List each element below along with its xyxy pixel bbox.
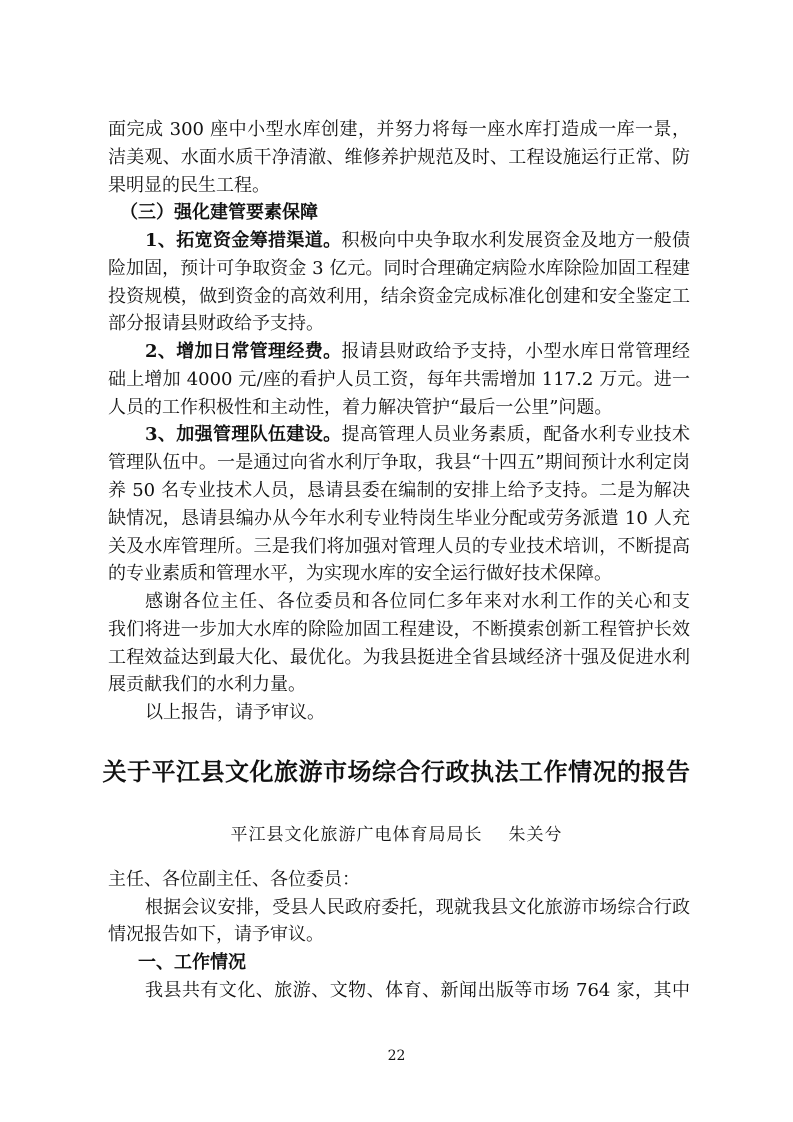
salutation: 主任、各位副主任、各位委员： — [108, 869, 360, 890]
paragraph-line: 感谢各位主任、各位委员和各位同仁多年来对水利工作的关心和支 — [145, 591, 690, 612]
paragraph-line: 洁美观、水面水质干净清澈、维修养护规范及时、工程设施运行正常、防 — [108, 147, 690, 168]
paragraph-line: 养 50 名专业技术人员，恳请县委在编制的安排上给予支持。二是为解决 — [108, 480, 690, 501]
paragraph-line: 根据会议安排，受县人民政府委托，现就我县文化旅游市场综合行政 — [145, 897, 690, 918]
paragraph-line: 果明显的民生工程。 — [108, 175, 270, 196]
paragraph-line: 础上增加 4000 元/座的看护人员工资，每年共需增加 117.2 万元。进一 — [108, 369, 690, 390]
item-text: 积极向中央争取水利发展资金及地方一般债 — [341, 230, 690, 251]
paragraph-line: 关及水库管理所。三是我们将加强对管理人员的专业技术培训，不断提高 — [108, 536, 690, 557]
paragraph-line: 险加固，预计可争取资金 3 亿元。同时合理确定病险水库除险加固工程建 — [108, 258, 690, 279]
item-lead: 1、拓宽资金筹措渠道。 — [145, 230, 342, 251]
page-number: 22 — [387, 1048, 406, 1064]
paragraph-line — [145, 338, 690, 366]
paragraph-line: 管理队伍中。一是通过向省水利厅争取，我县“十四五”期间预计水利定岗 — [108, 452, 690, 473]
item-text: 报请县财政给予支持，小型水库日常管理经 — [341, 341, 690, 362]
section-heading: 一、工作情况 — [138, 952, 246, 973]
paragraph-line: 缺情况，恳请县编办从今年水利专业特岗生毕业分配或劳务派遣 10 人充 — [108, 508, 690, 529]
author-name: 朱关兮 — [508, 825, 563, 845]
author-line — [0, 820, 793, 845]
paragraph-line: 部分报请县财政给予支持。 — [108, 313, 324, 334]
paragraph-line: 的专业素质和管理水平，为实现水库的安全运行做好技术保障。 — [108, 563, 612, 584]
paragraph-line: 情况报告如下，请予审议。 — [108, 924, 324, 945]
section-heading: （三）强化建管要素保障 — [120, 202, 318, 223]
item-lead: 3、加强管理队伍建设。 — [145, 424, 342, 445]
item-text: 提高管理人员业务素质，配备水利专业技术 — [341, 424, 690, 445]
paragraph-line: 投资规模，做到资金的高效利用，结余资金完成标准化创建和安全鉴定工 — [108, 286, 690, 307]
paragraph-line — [145, 227, 690, 255]
paragraph-line: 我们将进一步加大水库的除险加固工程建设，不断摸索创新工程管护长效 — [108, 619, 690, 640]
paragraph-line: 展贡献我们的水利力量。 — [108, 674, 306, 695]
paragraph-line: 工程效益达到最大化、最优化。为我县挺进全省县域经济十强及促进水利 — [108, 647, 690, 668]
author-org: 平江县文化旅游广电体育局局长 — [230, 825, 483, 845]
report-title: 关于平江县文化旅游市场综合行政执法工作情况的报告 — [102, 758, 691, 786]
closing-line: 以上报告，请予审议。 — [145, 702, 325, 723]
item-lead: 2、增加日常管理经费。 — [145, 341, 342, 362]
paragraph-line: 我县共有文化、旅游、文物、体育、新闻出版等市场 764 家，其中 — [145, 980, 690, 1001]
paragraph-line: 面完成 300 座中小型水库创建，并努力将每一座水库打造成一库一景， — [108, 119, 690, 140]
paragraph-line — [145, 421, 690, 449]
paragraph-line: 人员的工作积极性和主动性，着力解决管护“最后一公里”问题。 — [108, 397, 613, 418]
